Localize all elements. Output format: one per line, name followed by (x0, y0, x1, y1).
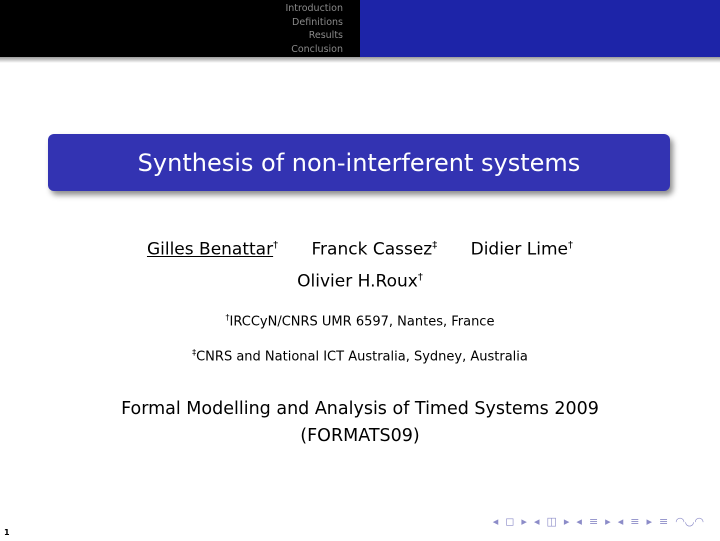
author-mark: † (568, 240, 574, 251)
search-icon[interactable]: ◠◡◠ (675, 515, 704, 528)
author-presenter (147, 232, 278, 264)
author-name: Didier Lime (470, 239, 569, 260)
author (297, 264, 423, 296)
author-mark: † (273, 240, 279, 251)
page-number: 1 (4, 528, 10, 537)
beamer-navigation-controls (493, 515, 704, 528)
affiliation-text: CNRS and National ICT Australia, Sydney, Australia (196, 349, 528, 365)
author-name: Gilles Benattar (146, 239, 274, 260)
title-box (48, 134, 670, 191)
nav-section-results[interactable]: Results (308, 30, 343, 41)
menu-icon[interactable]: ≡ (658, 515, 669, 528)
document-icon[interactable]: ≡ (630, 515, 640, 528)
slide-title: Synthesis of non-interferent systems (137, 148, 581, 177)
author-mark: ‡ (432, 240, 438, 251)
author-name: Olivier H.Roux (297, 271, 418, 292)
section-icon[interactable]: ≡ (588, 515, 599, 528)
author-name: Franck Cassez (311, 239, 433, 260)
affiliation-text: IRCCyN/CNRS UMR 6597, Nantes, France (229, 314, 495, 330)
conference-line: Formal Modelling and Analysis of Timed Systems 2009 (121, 399, 599, 419)
headline-blue-panel (360, 0, 720, 57)
frame-next-icon[interactable]: ▸ (521, 515, 527, 528)
author (312, 232, 438, 264)
document-prev-icon[interactable]: ◂ (617, 515, 624, 528)
headline-shadow (0, 57, 720, 63)
nav-section-introduction[interactable]: Introduction (285, 3, 343, 14)
section-navigation (0, 0, 360, 57)
conference-name (0, 396, 720, 450)
section-next-icon[interactable]: ▸ (605, 515, 611, 528)
affiliation (0, 348, 720, 364)
subsection-icon[interactable]: ◫ (546, 515, 557, 528)
author (471, 232, 573, 264)
affiliation-mark: † (225, 313, 230, 322)
section-prev-icon[interactable]: ◂ (576, 515, 582, 528)
affiliation-mark: ‡ (192, 348, 197, 357)
subsection-next-icon[interactable]: ▸ (563, 515, 570, 528)
document-next-icon[interactable]: ▸ (646, 515, 652, 528)
conference-line: (FORMATS09) (300, 426, 420, 446)
frame-icon[interactable]: ◻ (505, 515, 515, 528)
frame-prev-icon[interactable]: ◂ (492, 515, 499, 528)
author-list (0, 232, 720, 295)
nav-section-definitions[interactable]: Definitions (292, 16, 343, 28)
nav-section-conclusion[interactable]: Conclusion (291, 43, 343, 55)
headline-bar (0, 0, 720, 57)
author-mark: † (417, 271, 423, 283)
affiliation (0, 313, 720, 329)
subsection-prev-icon[interactable]: ◂ (533, 515, 540, 528)
